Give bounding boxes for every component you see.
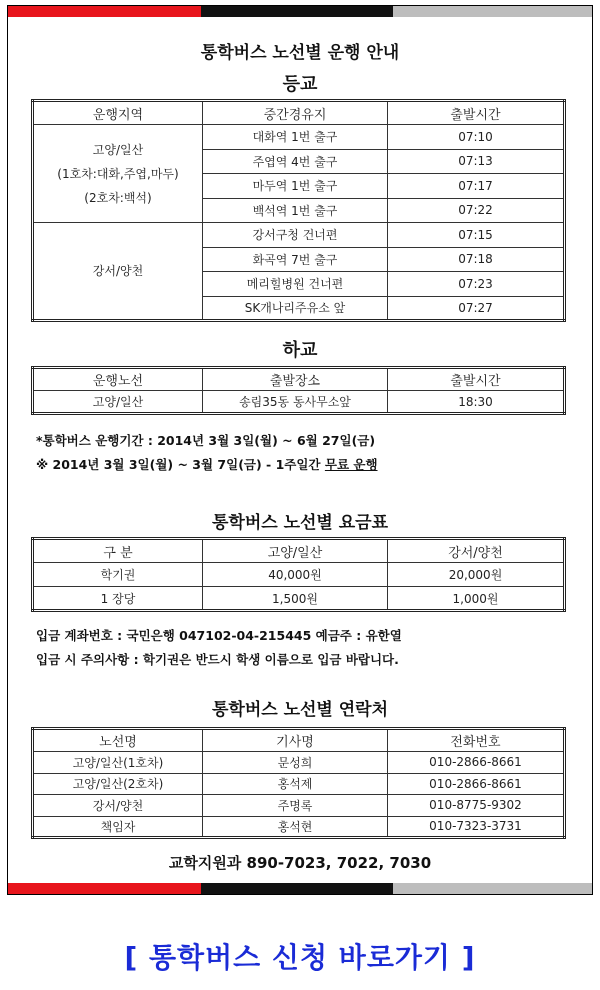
bar-red [8,6,201,17]
contact-cell: 010-7323-3731 [388,816,565,838]
contact-row [33,773,565,795]
bar-black-bottom [201,883,394,894]
morning-header-time: 출발시간 [388,101,565,125]
evening-place: 송림35동 동사무소앞 [203,391,388,414]
contact-cell: 문성희 [203,752,388,774]
fare-row [33,563,565,587]
contact-row [33,752,565,774]
payment-caution: 입금 시 주의사항 : 학기권은 반드시 학생 이름으로 입금 바랍니다. [36,652,399,667]
fare-cell: 1 장당 [33,587,203,611]
bar-gray [393,6,592,17]
morning-row [33,125,565,150]
morning-header-region: 운행지역 [33,101,203,125]
evening-time: 18:30 [388,391,565,414]
fare-header-type: 구 분 [33,539,203,563]
contact-cell: 책임자 [33,816,203,838]
region-line: (2호차:백석) [84,190,152,205]
contact-cell: 주명록 [203,795,388,817]
time-cell: 07:18 [388,247,565,272]
time-cell: 07:13 [388,149,565,174]
fare-row [33,587,565,611]
contact-table [31,727,566,839]
evening-route: 고양/일산 [33,391,203,414]
time-cell: 07:10 [388,125,565,150]
morning-table [31,99,566,322]
stop-cell: 주엽역 4번 출구 [203,149,388,174]
fare-cell: 1,000원 [388,587,565,611]
contact-cell: 010-2866-8661 [388,752,565,774]
evening-header-time: 출발시간 [388,368,565,391]
fare-header-gangseo: 강서/양천 [388,539,565,563]
stop-cell: 대화역 1번 출구 [203,125,388,150]
bar-red-bottom [8,883,201,894]
free-service-highlight: 무료 운행 [324,457,378,472]
time-cell: 07:17 [388,174,565,199]
contact-cell: 고양/일산(1호차) [33,752,203,774]
region-cell [33,223,203,321]
account-info: 입금 계좌번호 : 국민은행 047102-04-215445 예금주 : 유한열 [36,628,402,643]
apply-bus-link[interactable]: [ 통학버스 신청 바로가기 ] [124,941,476,974]
free-service-text: ※ 2014년 3월 3일(월) ~ 3월 7일(금) - 1주일간 [36,457,325,472]
contact-cell: 고양/일산(2호차) [33,773,203,795]
operation-period-note: *통학버스 운행기간 : 2014년 3월 3일(월) ~ 6월 27일(금) [36,433,376,448]
bottom-color-bar [8,883,592,894]
page-title: 통학버스 노선별 운행 안내 [200,43,400,63]
fare-header-goyang: 고양/일산 [203,539,388,563]
free-service-note [36,455,378,473]
fare-cell: 1,500원 [203,587,388,611]
bar-black [201,6,394,17]
fare-table [31,537,566,612]
office-contact: 교학지원과 890-7023, 7022, 7030 [168,854,432,872]
region-line: 강서/양천 [92,264,144,278]
notice-frame [7,5,593,895]
contact-cell: 홍석현 [203,816,388,838]
evening-header-route: 운행노선 [33,368,203,391]
fare-cell: 20,000원 [388,563,565,587]
stop-cell: 메리힐병원 건너편 [203,272,388,297]
region-line: (1호차:대화,주엽,마두) [57,166,179,181]
fare-cell: 40,000원 [203,563,388,587]
fare-table-body [33,563,565,611]
stop-cell: 화곡역 7번 출구 [203,247,388,272]
fare-heading: 통학버스 노선별 요금표 [211,513,389,533]
top-color-bar [8,6,592,17]
fare-cell: 학기권 [33,563,203,587]
stop-cell: SK개나리주유소 앞 [203,296,388,321]
region-cell [33,125,203,223]
stop-cell: 백석역 1번 출구 [203,198,388,223]
morning-heading: 등교 [282,74,318,95]
bar-gray-bottom [393,883,592,894]
evening-table [31,366,566,415]
contact-cell: 010-8775-9302 [388,795,565,817]
contact-cell: 홍석제 [203,773,388,795]
contact-table-body [33,752,565,838]
time-cell: 07:23 [388,272,565,297]
evening-header-place: 출발장소 [203,368,388,391]
contact-cell: 010-2866-8661 [388,773,565,795]
time-cell: 07:22 [388,198,565,223]
morning-table-body [33,125,565,321]
morning-header-stop: 중간경유지 [203,101,388,125]
contact-header-phone: 전화번호 [388,729,565,752]
contact-heading: 통학버스 노선별 연락처 [211,700,389,720]
morning-row [33,223,565,248]
region-line: 고양/일산 [92,142,144,157]
stop-cell: 마두역 1번 출구 [203,174,388,199]
contact-row [33,816,565,838]
contact-header-route: 노선명 [33,729,203,752]
stop-cell: 강서구청 건너편 [203,223,388,248]
time-cell: 07:27 [388,296,565,321]
contact-header-driver: 기사명 [203,729,388,752]
time-cell: 07:15 [388,223,565,248]
contact-row [33,795,565,817]
evening-heading: 하교 [282,340,318,361]
contact-cell: 강서/양천 [33,795,203,817]
